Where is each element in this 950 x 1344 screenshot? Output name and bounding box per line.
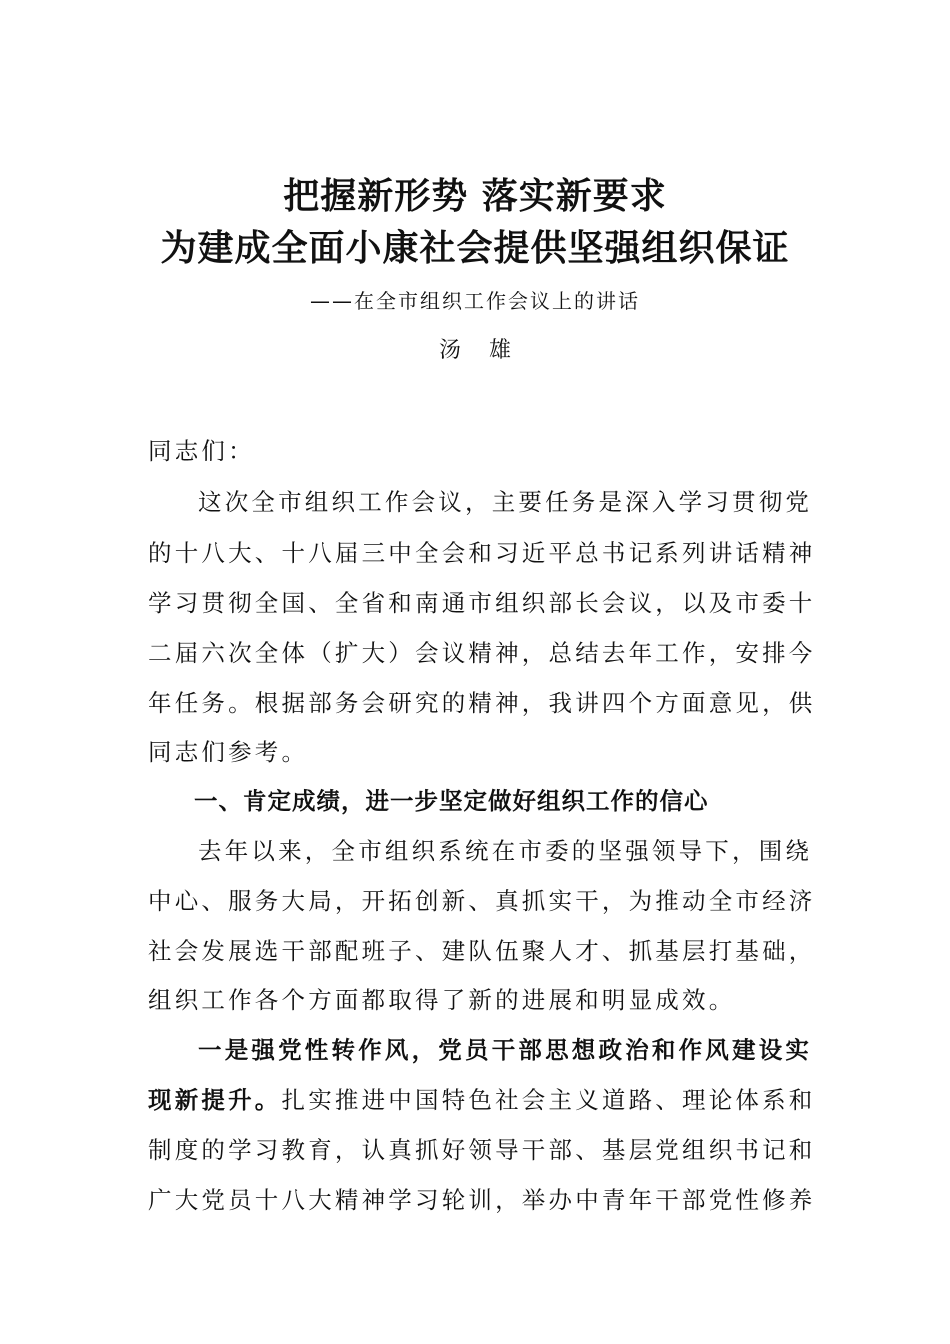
- point-line: 广大党员十八大精神学习轮训，举办中青年干部党性修养: [148, 1186, 816, 1214]
- section-line: 中心、服务大局，开拓创新、真抓实干，为推动全市经济: [148, 887, 816, 915]
- salutation: 同志们：: [148, 437, 255, 465]
- intro-line: 年任务。根据部务会研究的精神，我讲四个方面意见，供: [148, 689, 816, 717]
- section-line: 去年以来，全市组织系统在市委的坚强领导下，围绕: [198, 837, 813, 865]
- section-line: 社会发展选干部配班子、建队伍聚人才、抓基层打基础，: [148, 937, 816, 965]
- section-line: 组织工作各个方面都取得了新的进展和明显成效。: [148, 986, 736, 1014]
- intro-line: 这次全市组织工作会议，主要任务是深入学习贯彻党: [198, 488, 813, 516]
- document-subtitle: ——在全市组织工作会议上的讲话: [310, 289, 640, 313]
- point-lead-end: 现新提升。: [148, 1086, 282, 1114]
- point-line-rest: 扎实推进中国特色社会主义道路、理论体系和: [281, 1086, 816, 1114]
- point-line: 制度的学习教育，认真抓好领导干部、基层党组织书记和: [148, 1136, 816, 1164]
- intro-line: 学习贯彻全国、全省和南通市组织部长会议，以及市委十: [148, 589, 816, 617]
- intro-line: 二届六次全体（扩大）会议精神，总结去年工作，安排今: [148, 639, 816, 667]
- document-title-line-1: 把握新形势 落实新要求: [283, 175, 667, 217]
- intro-line: 同志们参考。: [148, 738, 309, 766]
- point-line-mixed: [148, 1083, 816, 1117]
- document-title-line-2: 为建成全面小康社会提供坚强组织保证: [160, 227, 790, 269]
- document-author: 汤雄: [438, 338, 539, 363]
- intro-line: 的十八大、十八届三中全会和习近平总书记系列讲话精神: [148, 539, 816, 567]
- point-lead-line: 一是强党性转作风，党员干部思想政治和作风建设实: [198, 1036, 813, 1064]
- section-heading: 一、肯定成绩，进一步坚定做好组织工作的信心: [194, 787, 709, 815]
